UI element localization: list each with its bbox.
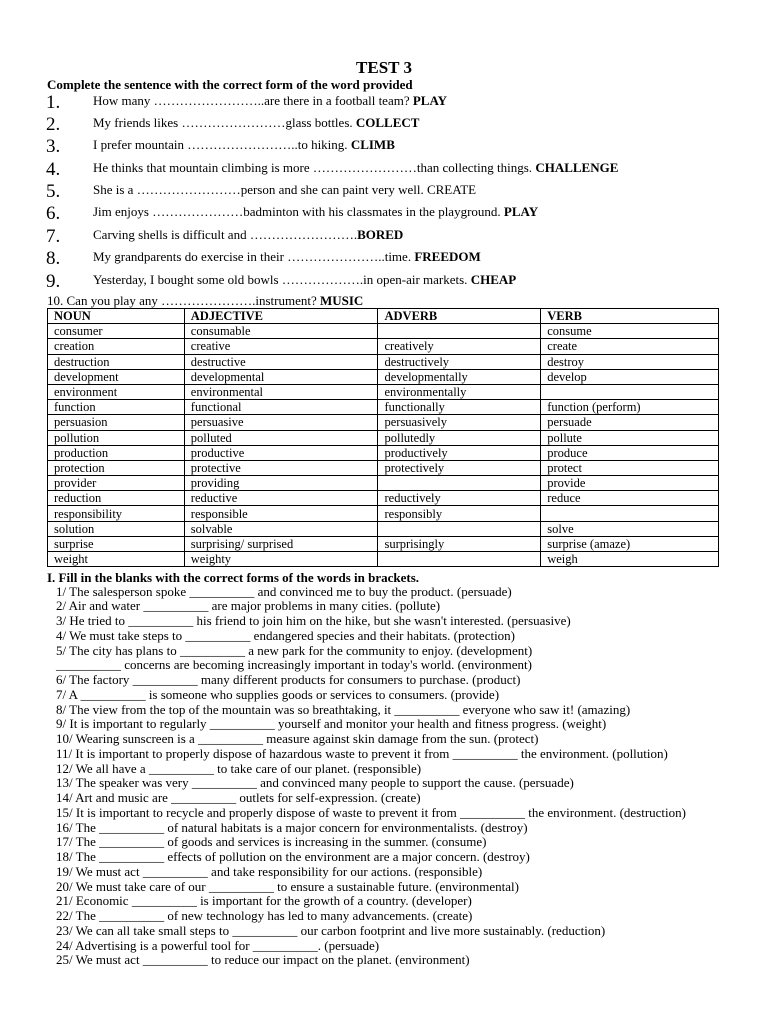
table-cell: provider bbox=[48, 476, 185, 491]
table-cell: function bbox=[48, 400, 185, 415]
table-cell: protection bbox=[48, 460, 185, 475]
instruction: Complete the sentence with the correct form of the word provided bbox=[47, 77, 413, 92]
table-row bbox=[48, 400, 719, 415]
table-cell: weighty bbox=[184, 552, 378, 567]
exercise-item: 11/ It is important to properly dispose of hazardous waste to prevent it from __________ the environment. (pollution) bbox=[56, 745, 668, 761]
question-text: My friends likes ……………………glass bottles. COLLECT bbox=[93, 115, 420, 130]
exercise-item: 5/ The city has plans to __________ a new park for the community to enjoy. (development) bbox=[56, 642, 533, 658]
header-noun: NOUN bbox=[48, 309, 185, 324]
table-cell: pollute bbox=[541, 430, 719, 445]
exercise-item: 7/ A __________ is someone who supplies goods or services to consumers. (provide) bbox=[56, 686, 500, 702]
table-cell: development bbox=[48, 369, 185, 384]
question-text: Jim enjoys …………………badminton with his classmates in the playground. PLAY bbox=[93, 204, 539, 219]
keyword: CHALLENGE bbox=[535, 160, 619, 175]
exercise-item: 2/ Air and water __________ are major problems in many cities. (pollute) bbox=[56, 598, 441, 614]
table-row bbox=[48, 369, 719, 384]
table-cell: creatively bbox=[378, 339, 541, 354]
exercise-item: 10/ Wearing sunscreen is a __________ measure against skin damage from the sun. (protect) bbox=[56, 731, 539, 746]
table-cell: weight bbox=[48, 552, 185, 567]
question-number: 7. bbox=[46, 226, 61, 247]
exercise-item: 23/ We can all take small steps to __________ our carbon footprint and live more sustainably. (reduction) bbox=[56, 922, 606, 938]
table-cell bbox=[378, 324, 541, 339]
table-cell: reductive bbox=[184, 491, 378, 506]
table-cell: reductively bbox=[378, 491, 541, 506]
exercise-item: 3/ He tried to __________ his friend to join him on the hike, but she wasn't interested. (persuasive) bbox=[56, 613, 571, 628]
table-row bbox=[48, 339, 719, 354]
table-row bbox=[48, 521, 719, 536]
table-cell bbox=[378, 521, 541, 536]
keyword: CLIMB bbox=[350, 137, 395, 152]
exercise-item: 25/ We must act __________ to reduce our impact on the planet. (environment) bbox=[56, 952, 470, 968]
exercise-item: 8/ The view from the top of the mountain was so breathtaking, it __________ everyone who saw it! (amazing) bbox=[56, 701, 631, 717]
keyword: PLAY bbox=[412, 93, 448, 108]
keyword: FREEDOM bbox=[414, 249, 481, 264]
question-number: 1. bbox=[46, 92, 61, 113]
table-cell: produce bbox=[541, 445, 719, 460]
table-row bbox=[48, 476, 719, 491]
header-adjective: ADJECTIVE bbox=[184, 309, 378, 324]
table-cell: solvable bbox=[184, 521, 378, 536]
question-text: Yesterday, I bought some old bowls ……………….in open-air markets. CHEAP bbox=[93, 272, 517, 287]
table-row bbox=[48, 536, 719, 551]
table-cell: creation bbox=[48, 339, 185, 354]
table-cell: responsibly bbox=[378, 506, 541, 521]
table-cell: developmental bbox=[184, 369, 378, 384]
table-cell: pollutedly bbox=[378, 430, 541, 445]
table-cell: surprise (amaze) bbox=[541, 536, 719, 551]
table-cell: develop bbox=[541, 369, 719, 384]
table-cell: functional bbox=[184, 400, 378, 415]
question-item bbox=[46, 203, 746, 225]
question-number: 9. bbox=[46, 271, 61, 292]
table-cell: function (perform) bbox=[541, 400, 719, 415]
table-cell: create bbox=[541, 339, 719, 354]
question-text: I prefer mountain ……………………..to hiking. CLIMB bbox=[93, 137, 395, 152]
table-cell: environmentally bbox=[378, 384, 541, 399]
table-row bbox=[48, 324, 719, 339]
question-text: She is a ……………………person and she can paint very well. CREATE bbox=[93, 182, 477, 197]
table-cell: protectively bbox=[378, 460, 541, 475]
table-cell: destructively bbox=[378, 354, 541, 369]
question-text: He thinks that mountain climbing is more ……………………than collecting things. CHALLENGE bbox=[93, 160, 619, 175]
table-cell: solve bbox=[541, 521, 719, 536]
table-cell: surprising/ surprised bbox=[184, 536, 378, 551]
question-number: 3. bbox=[46, 136, 61, 157]
table-cell bbox=[378, 476, 541, 491]
table-cell: protect bbox=[541, 460, 719, 475]
table-cell: developmentally bbox=[378, 369, 541, 384]
question-number: 5. bbox=[46, 181, 61, 202]
table-cell: environment bbox=[48, 384, 185, 399]
exercise-item: 1/ The salesperson spoke __________ and convinced me to buy the product. (persuade) bbox=[56, 583, 512, 599]
table-cell bbox=[541, 384, 719, 399]
table-cell bbox=[541, 506, 719, 521]
exercise-item: 16/ The __________ of natural habitats is a major concern for environmentalists. (destroy) bbox=[56, 819, 528, 835]
table-cell: reduce bbox=[541, 491, 719, 506]
exercise-item: 6/ The factory __________ many different products for consumers to purchase. (product) bbox=[56, 672, 521, 687]
table-row bbox=[48, 552, 719, 567]
page-title: TEST 3 bbox=[356, 58, 412, 77]
table-cell: solution bbox=[48, 521, 185, 536]
table-cell: polluted bbox=[184, 430, 378, 445]
table-cell: surprise bbox=[48, 536, 185, 551]
table-cell: consume bbox=[541, 324, 719, 339]
table-cell: surprisingly bbox=[378, 536, 541, 551]
table-cell: destroy bbox=[541, 354, 719, 369]
exercise-item: 4/ We must take steps to __________ endangered species and their habitats. (protection) bbox=[56, 627, 516, 643]
table-cell: production bbox=[48, 445, 185, 460]
question-number: 6. bbox=[46, 203, 61, 224]
exercise-item: 13/ The speaker was very __________ and convinced many people to support the cause. (persuade) bbox=[56, 775, 574, 791]
table-cell: productively bbox=[378, 445, 541, 460]
exercise-item: 9/ It is important to regularly __________ yourself and monitor your health and fitness progress. (weight) bbox=[56, 716, 607, 732]
table-cell: providing bbox=[184, 476, 378, 491]
question-10: 10. Can you play any ………………….instrument? MUSIC bbox=[47, 293, 364, 308]
exercise-item: 15/ It is important to recycle and properly dispose of waste to prevent it from __________ the environment. (destruction) bbox=[56, 804, 686, 820]
header-verb: VERB bbox=[541, 309, 719, 324]
exercise-item: 20/ We must take care of our __________ to ensure a sustainable future. (environmental) bbox=[56, 878, 519, 894]
exercise-item: 19/ We must act __________ and take responsibility for our actions. (responsible) bbox=[56, 863, 483, 879]
table-cell: responsible bbox=[184, 506, 378, 521]
question-item bbox=[46, 92, 746, 114]
table-row bbox=[48, 354, 719, 369]
question-text: Carving shells is difficult and …………………….BORED bbox=[93, 227, 404, 242]
table-row bbox=[48, 491, 719, 506]
table-cell: persuasive bbox=[184, 415, 378, 430]
exercise-item: 17/ The __________ of goods and services is increasing in the summer. (consume) bbox=[56, 834, 487, 850]
question-item bbox=[46, 226, 746, 248]
question-number: 8. bbox=[46, 248, 61, 269]
question-item bbox=[46, 181, 746, 203]
question-item bbox=[46, 114, 746, 136]
table-cell: environmental bbox=[184, 384, 378, 399]
table-cell: provide bbox=[541, 476, 719, 491]
table-cell: reduction bbox=[48, 491, 185, 506]
table-row bbox=[48, 430, 719, 445]
table-cell bbox=[378, 552, 541, 567]
table-cell: functionally bbox=[378, 400, 541, 415]
keyword: COLLECT bbox=[355, 115, 420, 130]
question-item bbox=[46, 159, 746, 181]
word-forms-table bbox=[47, 308, 719, 567]
keyword: MUSIC bbox=[319, 293, 364, 308]
table-row bbox=[48, 445, 719, 460]
table-cell: productive bbox=[184, 445, 378, 460]
table-cell: protective bbox=[184, 460, 378, 475]
table-row bbox=[48, 415, 719, 430]
table-row bbox=[48, 384, 719, 399]
section-title: I. Fill in the blanks with the correct forms of the words in brackets. bbox=[47, 570, 420, 585]
table-cell: pollution bbox=[48, 430, 185, 445]
question-number: 2. bbox=[46, 114, 61, 135]
exercise-item: 24/ Advertising is a powerful tool for __________. (persuade) bbox=[56, 937, 380, 953]
table-cell: creative bbox=[184, 339, 378, 354]
exercise-item: 12/ We all have a __________ to take care of our planet. (responsible) bbox=[56, 760, 422, 776]
table-cell: destructive bbox=[184, 354, 378, 369]
header-adverb: ADVERB bbox=[378, 309, 541, 324]
exercise-item: 18/ The __________ effects of pollution on the environment are a major concern. (destroy) bbox=[56, 849, 530, 864]
table-cell: weigh bbox=[541, 552, 719, 567]
question-item bbox=[46, 248, 746, 270]
table-cell: persuasively bbox=[378, 415, 541, 430]
table-cell: persuade bbox=[541, 415, 719, 430]
question-number: 4. bbox=[46, 159, 61, 180]
question-item bbox=[46, 136, 746, 158]
table-body bbox=[48, 324, 719, 567]
question-text: My grandparents do exercise in their …………………..time. FREEDOM bbox=[93, 249, 481, 264]
table-cell: responsibility bbox=[48, 506, 185, 521]
table-row bbox=[48, 506, 719, 521]
table-row bbox=[48, 460, 719, 475]
question-text: How many ……………………..are there in a football team? PLAY bbox=[93, 93, 448, 108]
keyword: PLAY bbox=[503, 204, 539, 219]
table-cell: destruction bbox=[48, 354, 185, 369]
exercise-item: __________ concerns are becoming increasingly important in today's world. (environment) bbox=[56, 657, 532, 673]
exercise-item: 14/ Art and music are __________ outlets for self-expression. (create) bbox=[56, 790, 421, 805]
table-header-row bbox=[48, 309, 719, 324]
keyword: CHEAP bbox=[470, 272, 517, 287]
table-cell: persuasion bbox=[48, 415, 185, 430]
question-item bbox=[46, 271, 746, 293]
table-cell: consumer bbox=[48, 324, 185, 339]
exercise-item: 22/ The __________ of new technology has led to many advancements. (create) bbox=[56, 908, 473, 923]
exercise-item: 21/ Economic __________ is important for the growth of a country. (developer) bbox=[56, 893, 472, 909]
keyword: BORED bbox=[357, 227, 404, 242]
table-cell: consumable bbox=[184, 324, 378, 339]
